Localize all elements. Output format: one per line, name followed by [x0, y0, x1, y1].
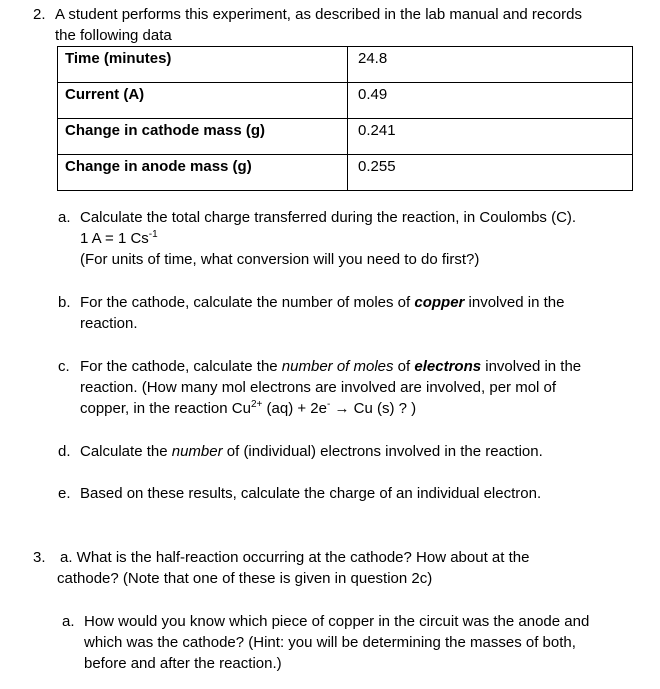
question-2b-letter: b. [58, 294, 71, 311]
copper-charge: 2+ [250, 399, 263, 410]
table-value-current: 0.49 [348, 83, 633, 119]
electrons-emphasis: electrons [414, 358, 482, 375]
question-2c-line-2: reaction. (How many mol electrons are involved are involved, per mol of [80, 379, 557, 396]
number-emphasis: number [171, 443, 223, 460]
table-label-anode-mass: Change in anode mass (g) [58, 155, 348, 191]
table-value-cathode-mass: 0.241 [348, 119, 633, 155]
question-2d-letter: d. [58, 443, 71, 460]
reaction-post: Cu (s) ? ) [353, 400, 417, 417]
question-3-intro [57, 547, 650, 589]
question-3a-letter: a. [62, 613, 75, 630]
question-2c-letter: c. [58, 358, 70, 375]
data-table [57, 46, 633, 191]
table-value-anode-mass: 0.255 [348, 155, 633, 191]
question-2c-text [80, 356, 640, 419]
question-3a-line-2: which was the cathode? (Hint: you will be determining the masses of both, [84, 634, 576, 651]
reaction-pre: copper, in the reaction Cu [80, 400, 251, 417]
question-2a-text [80, 207, 640, 270]
question-2b-line-1 [80, 292, 640, 313]
question-2a-line-3: (For units of time, what conversion will you need to do first?) [80, 251, 480, 268]
question-3-line-1: a. What is the half-reaction occurring at the cathode? How about at the [60, 549, 530, 566]
question-2b-pre: For the cathode, calculate the number of moles of [80, 294, 415, 311]
table-row [58, 119, 633, 155]
question-2c-line-1 [80, 356, 640, 377]
table-row [58, 83, 633, 119]
question-2a-unit-line [80, 228, 640, 249]
reaction-mid: (aq) + 2e [262, 400, 327, 417]
unit-exponent: -1 [148, 229, 158, 240]
table-row [58, 47, 633, 83]
question-2c-line-3 [80, 398, 640, 419]
question-2-intro-line-1: A student performs this experiment, as described in the lab manual and records [55, 6, 582, 23]
question-3a-line-3: before and after the reaction.) [84, 655, 282, 672]
question-2e-text: Based on these results, calculate the charge of an individual electron. [80, 485, 542, 502]
table-row [58, 155, 633, 191]
question-2d-pre: Calculate the [80, 443, 172, 460]
question-2b-text [80, 292, 640, 334]
question-3-line-2: cathode? (Note that one of these is given in question 2c) [57, 570, 433, 587]
table-label-cathode-mass: Change in cathode mass (g) [58, 119, 348, 155]
moles-emphasis: number of moles [281, 358, 394, 375]
question-2-number: 2. [33, 6, 46, 23]
question-3a-line-1: How would you know which piece of copper in the circuit was the anode and [84, 613, 590, 630]
table-value-time: 24.8 [348, 47, 633, 83]
question-2c-post: involved in the [481, 358, 582, 375]
question-2b-post: involved in the [464, 294, 565, 311]
question-2a-letter: a. [58, 209, 71, 226]
question-2e-letter: e. [58, 485, 71, 502]
question-2-intro-line-2: the following data [55, 27, 172, 44]
question-3-number: 3. [33, 549, 46, 566]
table-label-time: Time (minutes) [58, 47, 348, 83]
copper-emphasis: copper [414, 294, 465, 311]
question-2c-pre: For the cathode, calculate the [80, 358, 282, 375]
question-2b-line-2: reaction. [80, 315, 138, 332]
question-3a-text [84, 611, 644, 674]
table-label-current: Current (A) [58, 83, 348, 119]
question-2d-text [80, 441, 640, 462]
reaction-arrow-icon: → [330, 400, 354, 417]
question-2a-line-1: Calculate the total charge transferred during the reaction, in Coulombs (C). [80, 209, 577, 226]
question-2c-mid: of [393, 358, 415, 375]
electron-charge: - [326, 399, 331, 410]
question-2-intro [55, 4, 645, 46]
unit-base: 1 A = 1 Cs [80, 230, 149, 247]
question-2d-post: of (individual) electrons involved in the reaction. [222, 443, 543, 460]
